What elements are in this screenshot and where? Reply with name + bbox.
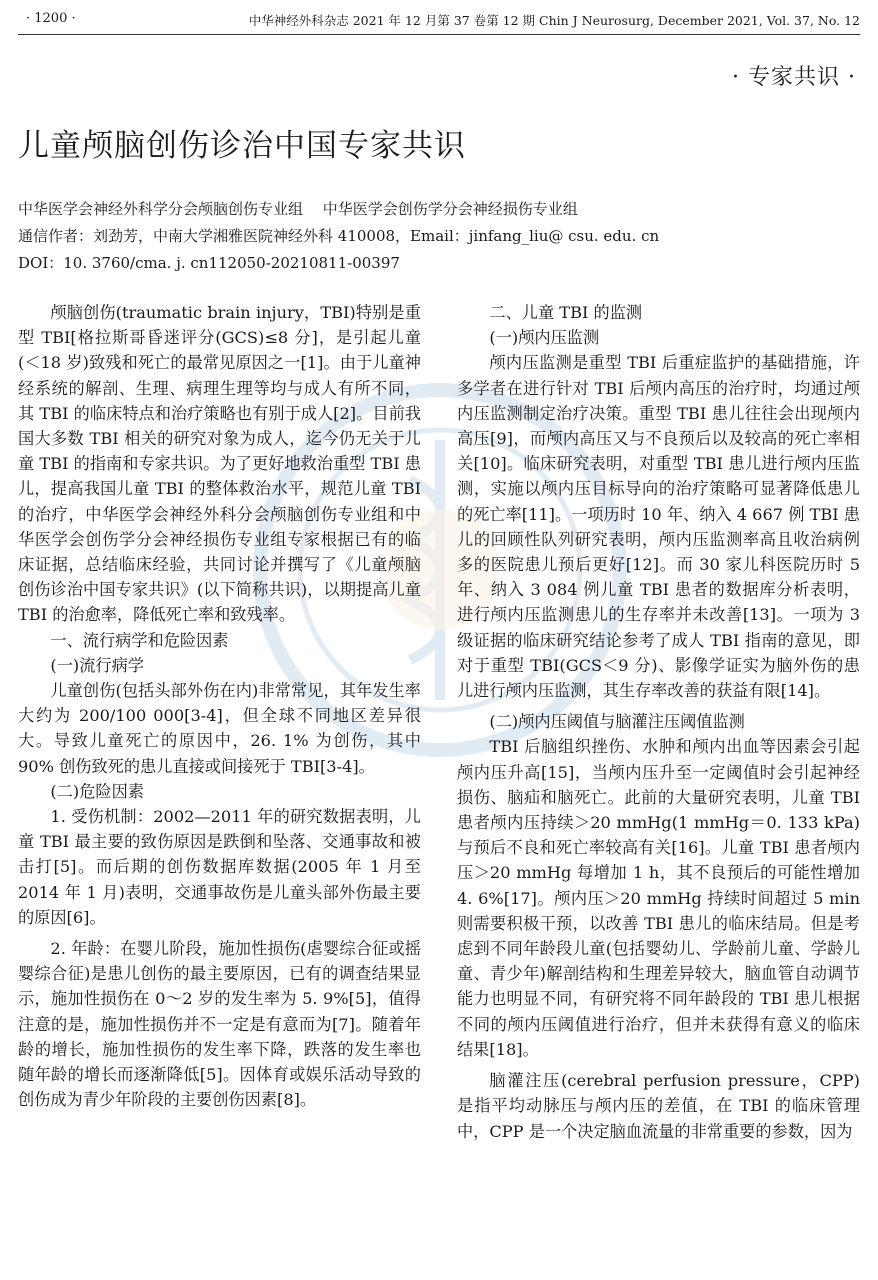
- left-column: [18, 300, 421, 1113]
- header-rule: [18, 34, 860, 35]
- paragraph: TBI 后脑组织挫伤、水肿和颅内出血等因素会引起颅内压升高[15]，当颅内压升至一定阈值时会引起神经损伤、脑疝和脑死亡。此前的大量研究表明，儿童 TBI 患者颅内压持续＞20 mmHg(1 mmHg＝0. 133 kPa)与预后不良和死亡率较高有关[16]。儿童 TBI 患者颅内压＞20 mmHg 每增加 1 h，其不良预后的可能性增加 4. 6%[17]。颅内压＞20 mmHg 持续时间超过 5 min 则需要积极干预，以改善 TBI 患儿的临床结局。但是考虑到不同年龄段儿童(包括婴幼儿、学龄前儿童、学龄儿童、青少年)解剖结构和生理差异较大，脑血管自动调节能力也明显不同，有研究将不同年龄段的 TBI 患儿根据不同的颅内压阈值进行治疗，但并未获得有意义的临床结果[18]。: [457, 737, 860, 1059]
- subsection-heading: (一)流行病学: [50, 655, 144, 675]
- subsection-heading: (二)危险因素: [50, 781, 144, 801]
- section-heading: 一、流行病学和危险因素: [50, 630, 229, 650]
- intro-paragraph: 颅脑创伤(traumatic brain injury，TBI)特别是重型 TBI[格拉斯哥昏迷评分(GCS)≤8 分]，是引起儿童(＜18 岁)致残和死亡的最常见原因之一[1]。由于儿童神经系统的解剖、生理、病理生理等均与成人有所不同，其 TBI 的临床特点和治疗策略也有别于成人[2]。目前我国大多数 TBI 相关的研究对象为成人，迄今仍无关于儿童 TBI 的指南和专家共识。为了更好地救治重型 TBI 患儿，提高我国儿童 TBI 的整体救治水平，规范儿童 TBI 的治疗，中华医学会神经外科分会颅脑创伤专业组和中华医学会创伤学分会神经损伤专业组专家根据已有的临床证据，总结临床经验，共同讨论并撰写了《儿童颅脑创伤诊治中国专家共识》(以下简称共识)，以期提高儿童 TBI 的治愈率，降低死亡率和致残率。: [18, 303, 421, 625]
- page-number: · 1200 ·: [26, 11, 76, 26]
- paragraph: 颅内压监测是重型 TBI 后重症监护的基础措施，许多学者在进行针对 TBI 后颅内高压的治疗时，均通过颅内压监测制定治疗决策。重型 TBI 患儿往往会出现颅内高压[9]，而颅内高压又与不良预后以及较高的死亡率相关[10]。临床研究表明，对重型 TBI 患儿进行颅内压监测，实施以颅内压目标导向的治疗策略可显著降低患儿的死亡率[11]。一项历时 10 年、纳入 4 667 例 TBI 患儿的回顾性队列研究表明，颅内压监测率高且收治病例多的医院患儿预后更好[12]。而 30 家儿科医院历时 5 年、纳入 3 084 例儿童 TBI 患者的数据库分析表明，进行颅内压监测患儿的生存率并未改善[13]。一项为 3 级证据的临床研究结论参考了成人 TBI 指南的意见，即对于重型 TBI(GCS＜9 分)、影像学证实为脑外伤的患儿进行颅内压监测，其生存率改善的获益有限[14]。: [457, 353, 860, 701]
- paragraph: 儿童创伤(包括头部外伤在内)非常常见，其年发生率大约为 200/100 000[3-4]，但全球不同地区差异很大。导致儿童死亡的原因中，26. 1% 为创伤，其中 90% 创伤致死的患儿直接或间接死于 TBI[3-4]。: [18, 681, 421, 776]
- correspondence: 通信作者：刘劲芳，中南大学湘雅医院神经外科 410008，Email：jinfang_liu@ csu. edu. cn: [18, 227, 660, 245]
- column-type: · 专家共识 ·: [732, 65, 856, 90]
- article-meta: [18, 196, 659, 277]
- authors: 中华医学会神经外科学分会颅脑创伤专业组 中华医学会创伤学分会神经损伤专业组: [18, 200, 578, 218]
- paragraph: 2. 年龄：在婴儿阶段，施加性损伤(虐婴综合征或摇婴综合征)是患儿创伤的最主要原因，已有的调查结果显示，施加性损伤在 0～2 岁的发生率为 5. 9%[5]，值得注意的是，施加性损伤并不一定是有意而为[7]。随着年龄的增长，施加性损伤的发生率下降，跌落的发生率也随年龄的增长而逐渐降低[5]。因体育或娱乐活动导致的创伤成为青少年阶段的主要创伤因素[8]。: [18, 939, 421, 1110]
- right-column: [457, 300, 860, 1144]
- subsection-heading: (一)颅内压监测: [489, 328, 600, 348]
- doi: DOI：10. 3760/cma. j. cn112050-20210811-00397: [18, 254, 400, 272]
- journal-line: 中华神经外科杂志 2021 年 12 月第 37 卷第 12 期 Chin J Neurosurg, December 2021, Vol. 37, No. 12: [248, 13, 860, 28]
- section-heading: 二、儿童 TBI 的监测: [489, 303, 643, 322]
- paragraph: 脑灌注压(cerebral perfusion pressure，CPP)是指平均动脉压与颅内压的差值，在 TBI 的临床管理中，CPP 是一个决定脑血流量的非常重要的参数，因为: [457, 1071, 860, 1141]
- subsection-heading: (二)颅内压阈值与脑灌注压阈值监测: [489, 712, 745, 732]
- article-title: 儿童颅脑创伤诊治中国专家共识: [18, 128, 466, 164]
- running-header: [0, 0, 878, 40]
- paragraph: 1. 受伤机制：2002—2011 年的研究数据表明，儿童 TBI 最主要的致伤原因是跌倒和坠落、交通事故和被击打[5]。而后期的创伤数据库数据(2005 年 1 月至 2014 年 1 月)表明，交通事故伤是儿童头部外伤最主要的原因[6]。: [18, 807, 421, 927]
